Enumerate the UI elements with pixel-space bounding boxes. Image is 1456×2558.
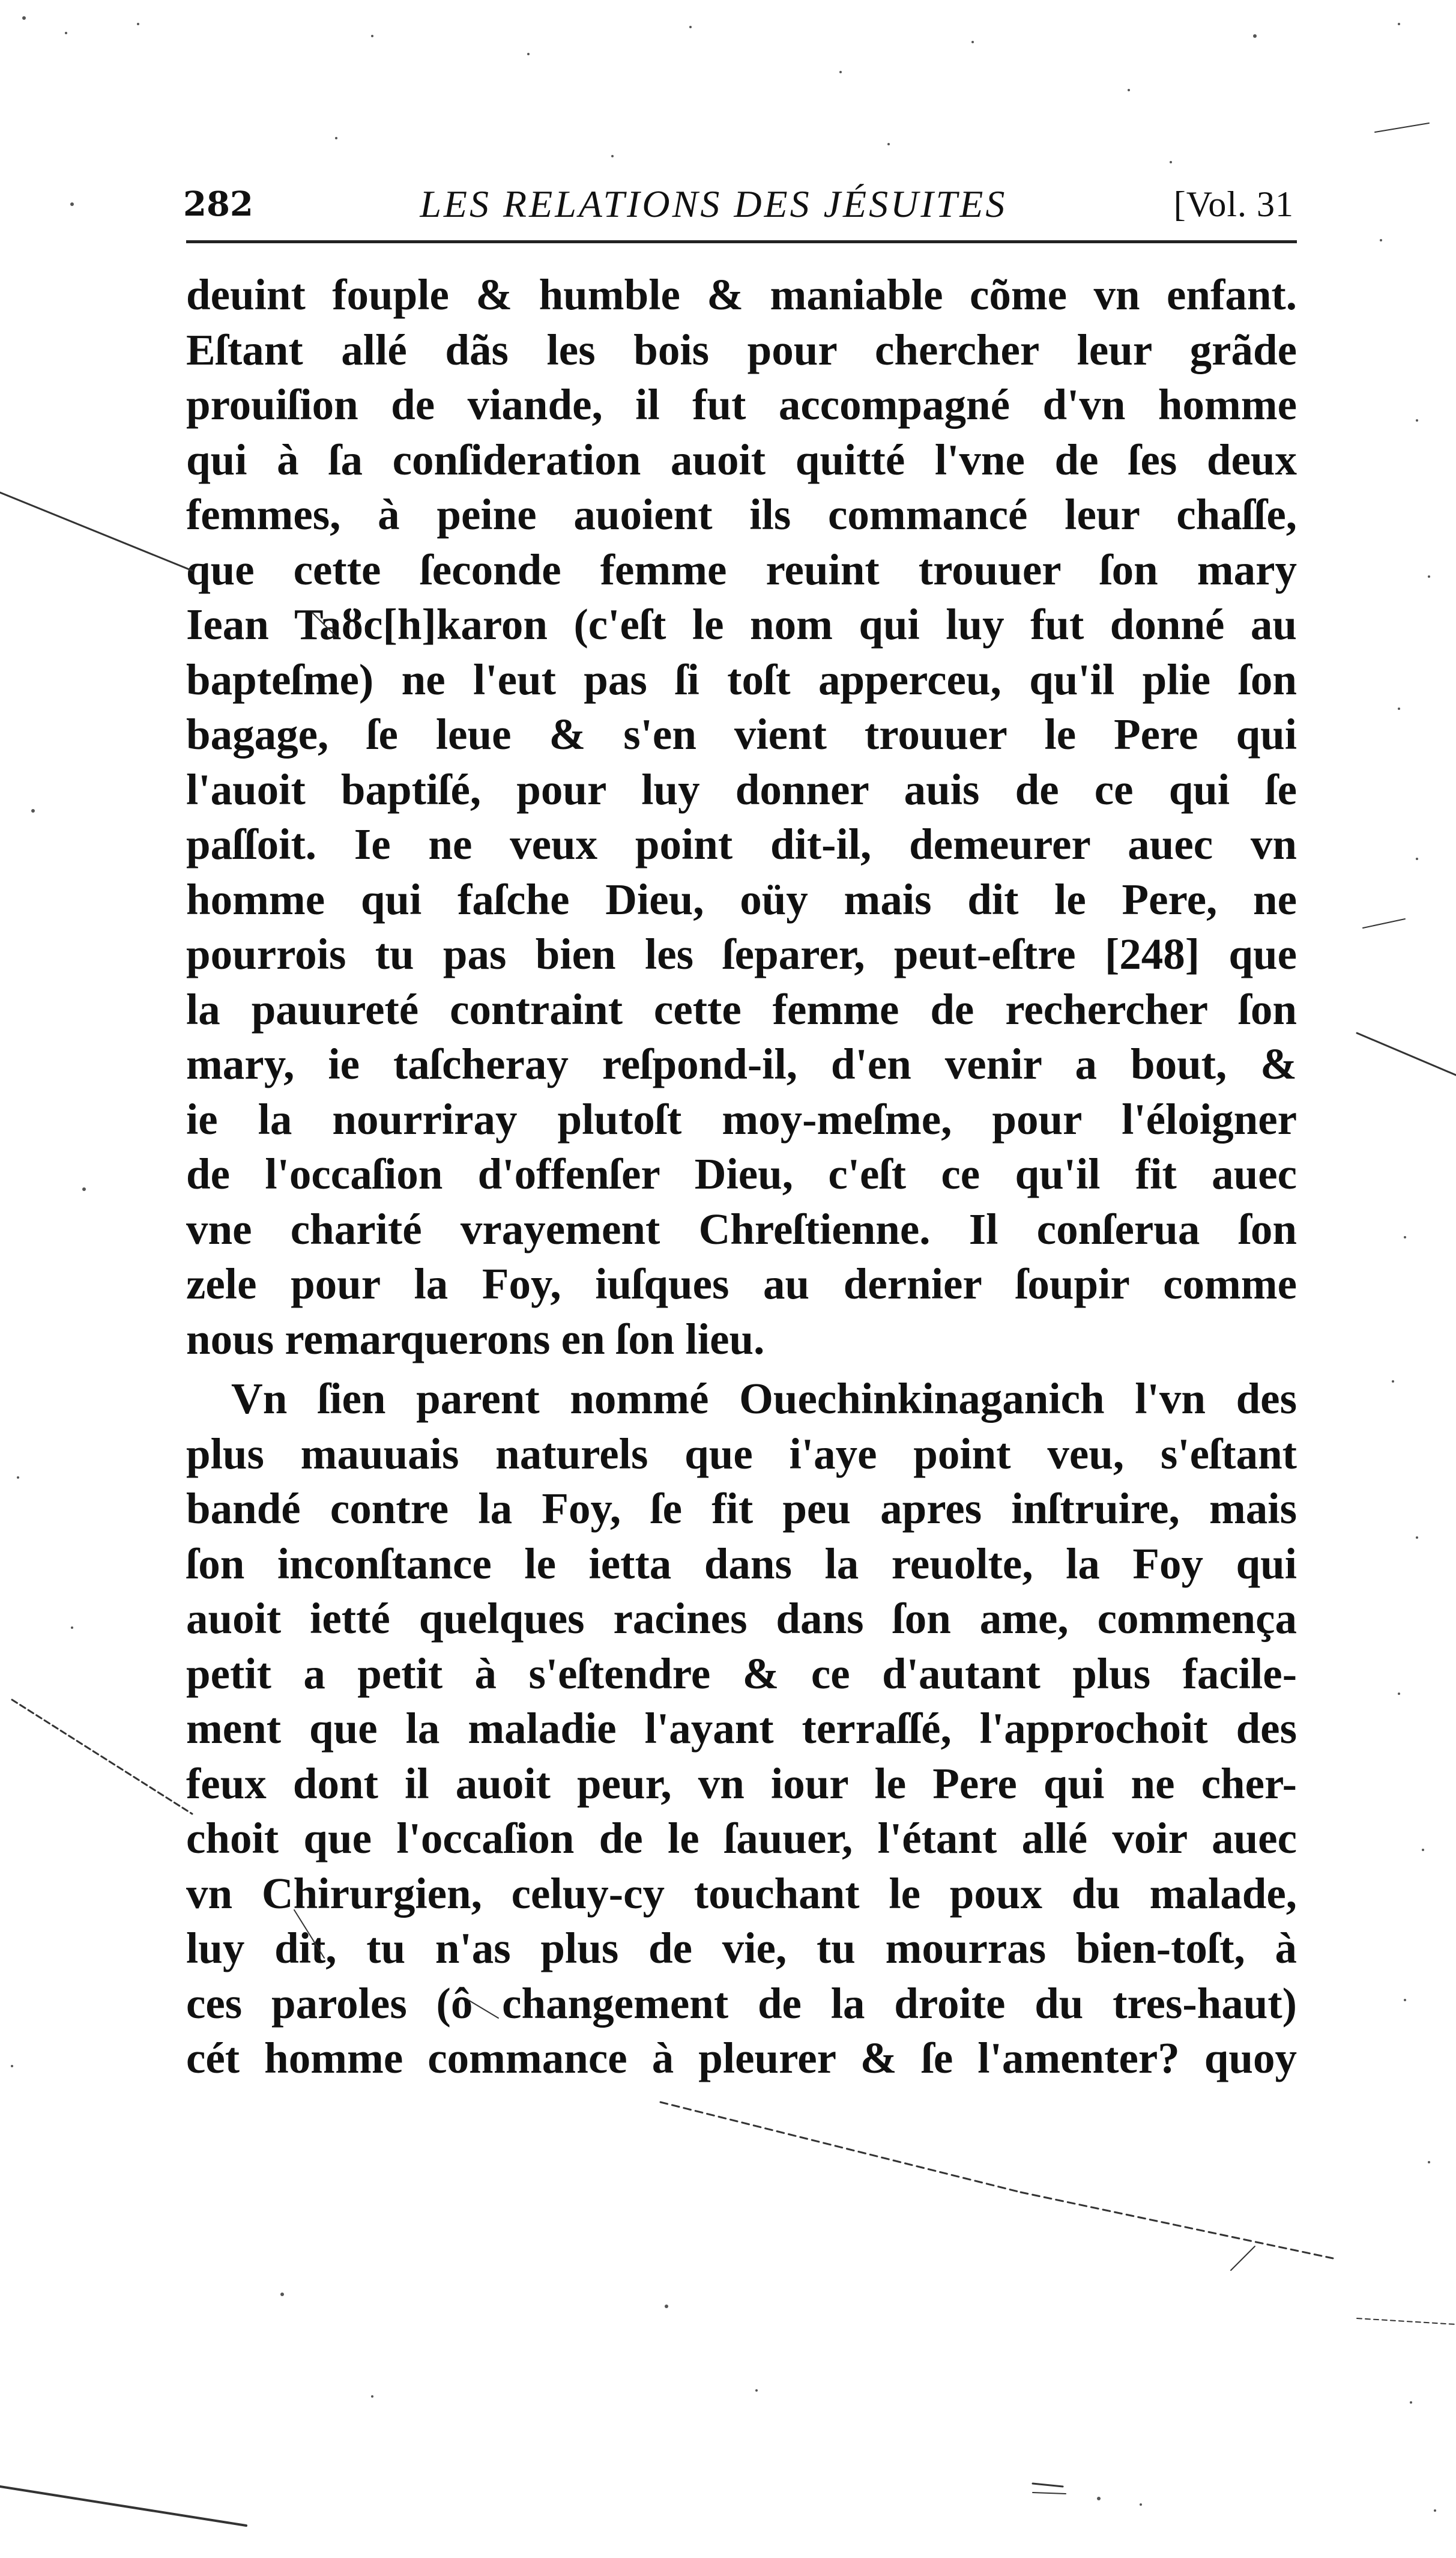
text-line: pourrois tu pas bien les ſeparer, peut-eſtre [248] que bbox=[186, 930, 1297, 978]
text-line: ſon inconſtance le ietta dans la reuolte, la Foy qui bbox=[186, 1539, 1297, 1588]
speck bbox=[1097, 2497, 1101, 2500]
page-number: 282 bbox=[183, 184, 253, 224]
margin-stroke bbox=[0, 2487, 246, 2526]
margin-stroke bbox=[1363, 919, 1405, 928]
text-line: de l'occaſion d'offenſer Dieu, c'eſt ce qu'il fit auec bbox=[186, 1150, 1297, 1198]
text-line: auoit ietté quelques racines dans ſon ame, commença bbox=[186, 1594, 1297, 1643]
body-text bbox=[186, 267, 1297, 2086]
margin-stroke bbox=[1375, 123, 1429, 132]
speck bbox=[1410, 2401, 1412, 2404]
paragraph-1 bbox=[186, 267, 1297, 1366]
speck bbox=[31, 809, 35, 813]
text-line: nous remarquerons en ſon lieu. bbox=[186, 1314, 765, 1363]
text-line: Iean Taȣc[h]karon (c'eſt le nom qui luy fut donné au bbox=[186, 600, 1297, 649]
text-line: qui à ſa conſideration auoit quitté l'vne de ſes deux bbox=[186, 435, 1297, 484]
text-line: femmes, à peine auoient ils commancé leur chaſſe, bbox=[186, 490, 1297, 539]
speck bbox=[1428, 575, 1430, 578]
text-line: plus mauuais naturels que i'aye point veu, s'eſtant bbox=[186, 1429, 1297, 1478]
text-line: vn Chirurgien, celuy-cy touchant le poux du malade, bbox=[186, 1868, 1297, 1918]
speck bbox=[1253, 34, 1257, 38]
text-line: choit que l'occaſion de le ſauuer, l'étant allé voir auec bbox=[186, 1814, 1297, 1862]
running-title: LES RELATIONS DES JÉSUITES bbox=[420, 183, 1007, 225]
text-line: feux dont il auoit peur, vn iour le Pere qui ne cher- bbox=[186, 1759, 1297, 1808]
speck bbox=[70, 202, 74, 206]
speck bbox=[755, 2389, 758, 2392]
text-line: luy dit, tu n'as plus de vie, tu mourras bien-toſt, à bbox=[186, 1924, 1297, 1972]
speck bbox=[1398, 708, 1400, 710]
speck bbox=[1422, 1849, 1424, 1851]
text-line: la pauureté contraint cette femme de rechercher ſon bbox=[186, 984, 1297, 1034]
text-line: ie la nourriray plutoſt moy-meſme, pour l'éloigner bbox=[186, 1094, 1297, 1144]
speck bbox=[689, 26, 692, 28]
speck bbox=[1404, 1236, 1406, 1238]
speck bbox=[1128, 89, 1130, 91]
speck bbox=[137, 23, 139, 25]
speck bbox=[1416, 1536, 1418, 1539]
speck bbox=[335, 137, 337, 139]
text-line: mary, ie taſcheray reſpond-il, d'en venir a bout, & bbox=[186, 1040, 1297, 1088]
speck bbox=[839, 71, 842, 73]
speck bbox=[887, 143, 890, 145]
speck bbox=[65, 32, 67, 34]
speck bbox=[1416, 858, 1418, 860]
speck bbox=[665, 2305, 668, 2308]
speck bbox=[17, 1476, 19, 1479]
speck bbox=[280, 2293, 284, 2296]
text-line: ment que la maladie l'ayant terraſſé, l'approchoit des bbox=[186, 1704, 1297, 1753]
text-line: prouiſion de viande, il fut accompagné d'vn homme bbox=[186, 380, 1297, 429]
margin-stroke bbox=[1357, 2318, 1456, 2324]
text-line: l'auoit baptiſé, pour luy donner auis de ce qui ſe bbox=[186, 765, 1297, 814]
volume-label: [Vol. 31 bbox=[1173, 184, 1294, 224]
speck bbox=[371, 35, 373, 37]
margin-stroke bbox=[1021, 2192, 1333, 2258]
speck bbox=[1398, 23, 1400, 25]
speck bbox=[1404, 1999, 1406, 2001]
speck bbox=[527, 53, 530, 55]
margin-stroke bbox=[660, 2102, 1021, 2192]
text-line: cét homme commance à pleurer & ſe l'amenter? quoy bbox=[186, 2034, 1297, 2082]
margin-stroke bbox=[0, 493, 192, 571]
margin-stroke bbox=[1231, 2246, 1255, 2270]
text-line: homme qui faſche Dieu, oüy mais dit le Pere, ne bbox=[186, 874, 1297, 924]
text-line: deuint fouple & humble & maniable cõme vn enfant. bbox=[186, 270, 1297, 319]
speck bbox=[371, 2395, 373, 2398]
speck bbox=[611, 155, 614, 157]
text-line: bagage, ſe leue & s'en vient trouuer le Pere qui bbox=[186, 710, 1297, 759]
speck bbox=[971, 41, 974, 43]
speck bbox=[1380, 239, 1382, 241]
speck bbox=[1416, 419, 1418, 422]
text-line: zele pour la Foy, iuſques au dernier ſoupir comme bbox=[186, 1259, 1297, 1308]
margin-stroke bbox=[1033, 2493, 1066, 2494]
paragraph-gap bbox=[186, 1366, 1297, 1371]
speck bbox=[71, 1626, 73, 1629]
text-line: petit a petit à s'eſtendre & ce d'autant plus facile- bbox=[186, 1649, 1297, 1698]
speck bbox=[1428, 2161, 1430, 2163]
text-line: bapteſme) ne l'eut pas ſi toſt apperceu, qu'il plie ſon bbox=[186, 655, 1297, 704]
margin-stroke bbox=[1033, 2484, 1063, 2487]
text-line: vne charité vrayement Chreſtienne. Il conſerua ſon bbox=[186, 1204, 1297, 1253]
speck bbox=[1140, 2503, 1142, 2506]
speck bbox=[1170, 161, 1172, 163]
speck bbox=[22, 16, 26, 20]
speck bbox=[1398, 1693, 1400, 1695]
paragraph-2 bbox=[186, 1371, 1297, 2086]
text-line: paſſoit. Ie ne veux point dit-il, demeurer auec vn bbox=[186, 820, 1297, 868]
text-line: bandé contre la Foy, ſe fit peu apres inſtruire, mais bbox=[186, 1484, 1297, 1533]
speck bbox=[82, 1187, 86, 1191]
text-line: Eſtant allé dãs les bois pour chercher leur grãde bbox=[186, 325, 1297, 374]
text-line: que cette ſeconde femme reuint trouuer ſon mary bbox=[186, 545, 1297, 594]
speck bbox=[1434, 2509, 1436, 2512]
margin-stroke bbox=[12, 1700, 192, 1814]
speck bbox=[1392, 1380, 1394, 1383]
speck bbox=[11, 2065, 13, 2067]
text-line: ces paroles (ô changement de la droite du tres-haut) bbox=[186, 1978, 1297, 2028]
running-head bbox=[183, 177, 1294, 231]
margin-stroke bbox=[1357, 1033, 1456, 1075]
text-line: Vn ſien parent nommé Ouechinkinaganich l'vn des bbox=[231, 1374, 1297, 1423]
header-rule bbox=[186, 240, 1297, 243]
